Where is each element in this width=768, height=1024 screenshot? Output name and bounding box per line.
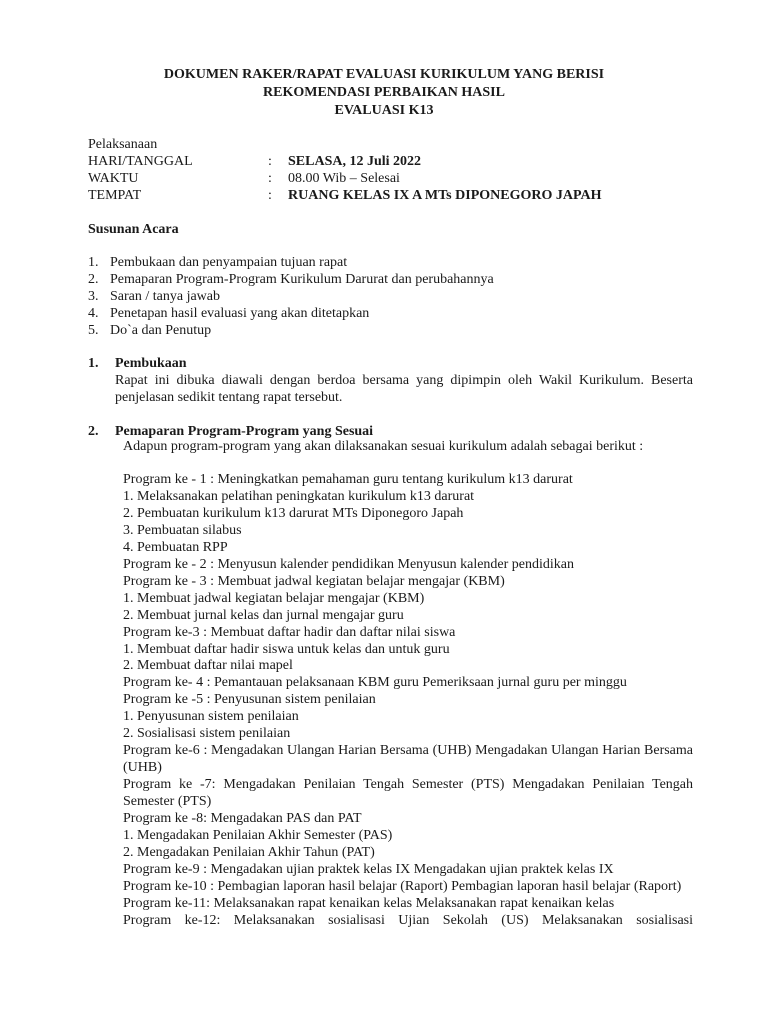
program-line: 1. Melaksanakan pelatihan peningkatan kurikulum k13 darurat <box>123 488 475 504</box>
section-2-title: Pemaparan Program-Program yang Sesuai <box>115 424 374 439</box>
title-line-3: EVALUASI K13 <box>334 103 434 118</box>
susunan-heading: Susunan Acara <box>88 222 179 237</box>
section-1-title: Pembukaan <box>115 356 187 371</box>
program-line: Program ke -8: Mengadakan PAS dan PAT <box>123 811 362 827</box>
program-list <box>123 472 693 930</box>
program-line: 2. Sosialisasi sistem penilaian <box>123 726 291 742</box>
waktu-value: 08.00 Wib – Selesai <box>288 171 400 186</box>
program-line: Program ke-11: Melaksanakan rapat kenaikan kelas Melaksanakan rapat kenaikan kelas <box>123 895 615 911</box>
agenda-item <box>88 288 220 305</box>
agenda-text: Saran / tanya jawab <box>110 289 221 304</box>
document-title <box>0 66 768 120</box>
title-line-2: REKOMENDASI PERBAIKAN HASIL <box>263 85 505 100</box>
section-2-number: 2. <box>88 424 99 439</box>
program-line: 1. Membuat daftar hadir siswa untuk kelas dan untuk guru <box>123 641 450 657</box>
hari-colon: : <box>268 154 272 169</box>
section-1-paragraph: Rapat ini dibuka diawali dengan berdoa bersama yang dipimpin oleh Wakil Kurikulum. Beserta penjelasan sedikit tentang rapat tersebut. <box>115 373 693 405</box>
agenda-num: 1. <box>88 255 99 270</box>
agenda-item <box>88 305 369 322</box>
hari-value: SELASA, 12 Juli 2022 <box>288 154 422 169</box>
waktu-label: WAKTU <box>88 171 139 186</box>
agenda-num: 5. <box>88 323 99 338</box>
program-line: Program ke - 2 : Menyusun kalender pendidikan Menyusun kalender pendidikan <box>123 556 575 572</box>
agenda-item <box>88 271 494 288</box>
program-line: 2. Membuat jurnal kelas dan jurnal mengajar guru <box>123 607 404 623</box>
agenda-num: 4. <box>88 306 99 321</box>
program-line: Program ke-12: Melaksanakan sosialisasi Ujian Sekolah (US) Melaksanakan sosialisasi <box>123 912 693 928</box>
agenda-text: Do`a dan Penutup <box>110 323 212 338</box>
waktu-colon: : <box>268 171 272 186</box>
program-line: 4. Pembuatan RPP <box>123 539 228 555</box>
agenda-text: Pembukaan dan penyampaian tujuan rapat <box>110 255 348 270</box>
tempat-value: RUANG KELAS IX A MTs DIPONEGORO JAPAH <box>288 188 602 203</box>
tempat-colon: : <box>268 188 272 203</box>
program-line: Program ke -7: Mengadakan Penilaian Tengah Semester (PTS) Mengadakan Penilaian Tengah Semester (PTS) <box>123 777 693 810</box>
program-line: Program ke-9 : Mengadakan ujian praktek kelas IX Mengadakan ujian praktek kelas IX <box>123 861 614 877</box>
program-line: 2. Mengadakan Penilaian Akhir Tahun (PAT) <box>123 844 375 860</box>
agenda-text: Pemaparan Program-Program Kurikulum Darurat dan perubahannya <box>110 272 494 287</box>
program-line: 1. Membuat jadwal kegiatan belajar mengajar (KBM) <box>123 590 425 606</box>
agenda-num: 3. <box>88 289 99 304</box>
agenda-text: Penetapan hasil evaluasi yang akan ditetapkan <box>110 306 370 321</box>
agenda-item <box>88 254 347 271</box>
program-line: 2. Membuat daftar nilai mapel <box>123 658 293 674</box>
pelaksanaan-heading: Pelaksanaan <box>88 137 158 152</box>
tempat-label: TEMPAT <box>88 188 142 203</box>
program-line: Program ke - 1 : Meningkatkan pemahaman guru tentang kurikulum k13 darurat <box>123 472 573 487</box>
title-line-1: DOKUMEN RAKER/RAPAT EVALUASI KURIKULUM YANG BERISI <box>163 67 605 82</box>
hari-label: HARI/TANGGAL <box>88 154 193 169</box>
agenda-item <box>88 322 211 339</box>
program-line: Program ke-10 : Pembagian laporan hasil belajar (Raport) Pembagian laporan hasil belajar (Raport) <box>123 878 682 894</box>
program-line: Program ke -5 : Penyusunan sistem penilaian <box>123 692 376 708</box>
program-line: 1. Penyusunan sistem penilaian <box>123 709 299 725</box>
section-1-number: 1. <box>88 356 99 371</box>
agenda-num: 2. <box>88 272 99 287</box>
program-line: 2. Pembuatan kurikulum k13 darurat MTs Diponegoro Japah <box>123 505 464 521</box>
program-line: Program ke - 3 : Membuat jadwal kegiatan belajar mengajar (KBM) <box>123 573 505 589</box>
program-line: 1. Mengadakan Penilaian Akhir Semester (PAS) <box>123 828 393 844</box>
program-line: 3. Pembuatan silabus <box>123 522 242 538</box>
program-line: Program ke-6 : Mengadakan Ulangan Harian Bersama (UHB) Mengadakan Ulangan Harian Bersama (UHB) <box>123 743 693 776</box>
program-line: Program ke-3 : Membuat daftar hadir dan daftar nilai siswa <box>123 624 456 640</box>
program-line: Program ke- 4 : Pemantauan pelaksanaan KBM guru Pemeriksaan jurnal guru per minggu <box>123 675 627 691</box>
section-2-intro: Adapun program-program yang akan dilaksanakan sesuai kurikulum adalah sebagai berikut : <box>123 439 644 454</box>
